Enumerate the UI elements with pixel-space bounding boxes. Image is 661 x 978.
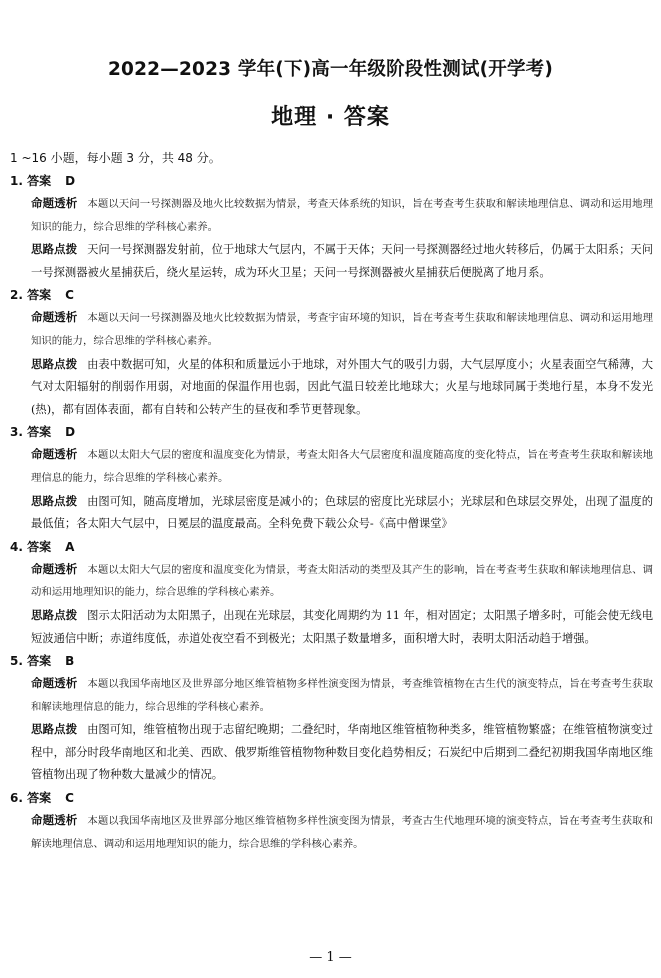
question-block [10, 787, 653, 855]
answer-letter: C [65, 288, 74, 303]
answer-line [10, 787, 653, 809]
answer-letter: A [65, 539, 75, 554]
mingti-paragraph [10, 809, 653, 855]
mingti-paragraph [10, 192, 653, 238]
mingti-label: 命题透析 [31, 310, 78, 325]
silu-text: 由图可知，随高度增加，光球层密度是减小的；色球层的密度比光球层小；光球层和色球层交界处，出现了温度的最低值；各太阳大气层中，日冕层的温度最高。全科免费下载公众号-《高中僧课堂》 [31, 494, 653, 531]
silu-label: 思路点拨 [31, 242, 78, 257]
silu-text: 天问一号探测器发射前，位于地球大气层内，不属于天体；天问一号探测器经过地火转移后，仍属于太阳系；天问一号探测器被火星捕获后，绕火星运转，成为环火卫星；天问一号探测器被火星捕获后便脱离了地月系。 [31, 243, 653, 279]
answer-line [10, 650, 653, 672]
mingti-label: 命题透析 [31, 196, 78, 210]
silu-label: 思路点拨 [31, 356, 78, 371]
mingti-label: 命题透析 [31, 561, 78, 576]
answer-letter: C [65, 791, 74, 806]
mingti-paragraph [10, 672, 653, 718]
answer-list [10, 170, 653, 855]
silu-paragraph [10, 604, 653, 650]
question-block [10, 421, 653, 535]
answer-letter: D [65, 425, 76, 440]
silu-paragraph [10, 238, 653, 284]
silu-label: 思路点拨 [31, 607, 78, 622]
mingti-text: 本题以太阳大气层的密度和温度变化为情景，考查太阳活动的类型及其产生的影响，旨在考查考生获取和解读地理信息、调动和运用地理知识的能力，综合思维的学科核心素养。 [31, 563, 653, 599]
answer-number: 1. 答案 [10, 174, 52, 188]
silu-paragraph [10, 353, 653, 422]
answer-number: 5. 答案 [10, 654, 52, 669]
mingti-paragraph [10, 443, 653, 489]
answer-number: 4. 答案 [10, 539, 52, 554]
answer-letter: D [65, 174, 76, 188]
mingti-paragraph [10, 558, 653, 604]
answer-line [10, 284, 653, 306]
mingti-label: 命题透析 [31, 813, 78, 828]
question-block [10, 536, 653, 650]
page-subtitle: 地理 · 答案 [271, 105, 390, 130]
answer-letter: B [65, 654, 75, 669]
mingti-text: 本题以我国华南地区及世界部分地区维管植物多样性演变图为情景，考查古生代地理环境的演变特点，旨在考查考生获取和解读地理信息、调动和运用地理知识的能力，综合思维的学科核心素养。 [31, 815, 653, 850]
answer-line [10, 170, 653, 192]
mingti-paragraph [10, 306, 653, 352]
silu-text: 由表中数据可知，火星的体积和质量远小于地球，对外围大气的吸引力弱，大气层厚度小；火星表面空气稀薄，大气对太阳辐射的削弱作用弱，对地面的保温作用也弱，因此气温日较差比地球大；火星与地球同属于类地行星，本身不发光(热)，都有固体表面，都有自转和公转产生的昼夜和季节更替现象。 [31, 357, 653, 416]
mingti-text: 本题以天问一号探测器及地火比较数据为情景，考查天体系统的知识，旨在考查考生获取和解读地理信息、调动和运用地理知识的能力，综合思维的学科核心素养。 [31, 198, 653, 233]
page-number: — 1 — [309, 950, 352, 965]
silu-paragraph [10, 718, 653, 787]
answer-number: 2. 答案 [10, 288, 52, 303]
question-block [10, 650, 653, 787]
page-title: 2022—2023 学年(下)高一年级阶段性测试(开学考) [107, 59, 554, 80]
silu-label: 思路点拨 [31, 722, 78, 737]
question-block [10, 284, 653, 421]
answer-line [10, 536, 653, 558]
silu-text: 图示太阳活动为太阳黑子，出现在光球层，其变化周期约为 11 年，相对固定；太阳黑子增多时，可能会使无线电短波通信中断；赤道纬度低，赤道处夜空看不到极光；太阳黑子数量增多，面积增大时，表明太阳活动趋于增强。 [31, 608, 654, 645]
intro-note: 1 ~16 小题，每小题 3 分，共 48 分。 [10, 151, 221, 165]
silu-label: 思路点拨 [31, 493, 78, 508]
answer-number: 3. 答案 [10, 425, 52, 440]
mingti-text: 本题以我国华南地区及世界部分地区维管植物多样性演变图为情景，考查维管植物在古生代的演变特点，旨在考查考生获取和解读地理信息的能力，综合思维的学科核心素养。 [31, 678, 653, 713]
mingti-label: 命题透析 [31, 676, 78, 691]
mingti-text: 本题以天问一号探测器及地火比较数据为情景，考查宇宙环境的知识，旨在考查考生获取和解读地理信息、调动和运用地理知识的能力，综合思维的学科核心素养。 [31, 312, 653, 347]
question-block [10, 170, 653, 284]
mingti-text: 本题以太阳大气层的密度和温度变化为情景，考查太阳各大气层密度和温度随高度的变化特点，旨在考查考生获取和解读地理信息的能力，综合思维的学科核心素养。 [31, 449, 653, 484]
silu-paragraph [10, 490, 653, 536]
silu-text: 由图可知，维管植物出现于志留纪晚期；二叠纪时，华南地区维管植物种类多，维管植物繁盛；在维管植物演变过程中，部分时段华南地区和北美、西欧、俄罗斯维管植物物种数目变化趋势相反；石炭纪中后期到二叠纪初期我国华南地区维管植物出现了物种数大量减少的情况。 [31, 723, 653, 782]
answer-number: 6. 答案 [10, 791, 52, 806]
answer-line [10, 421, 653, 443]
mingti-label: 命题透析 [31, 447, 78, 462]
